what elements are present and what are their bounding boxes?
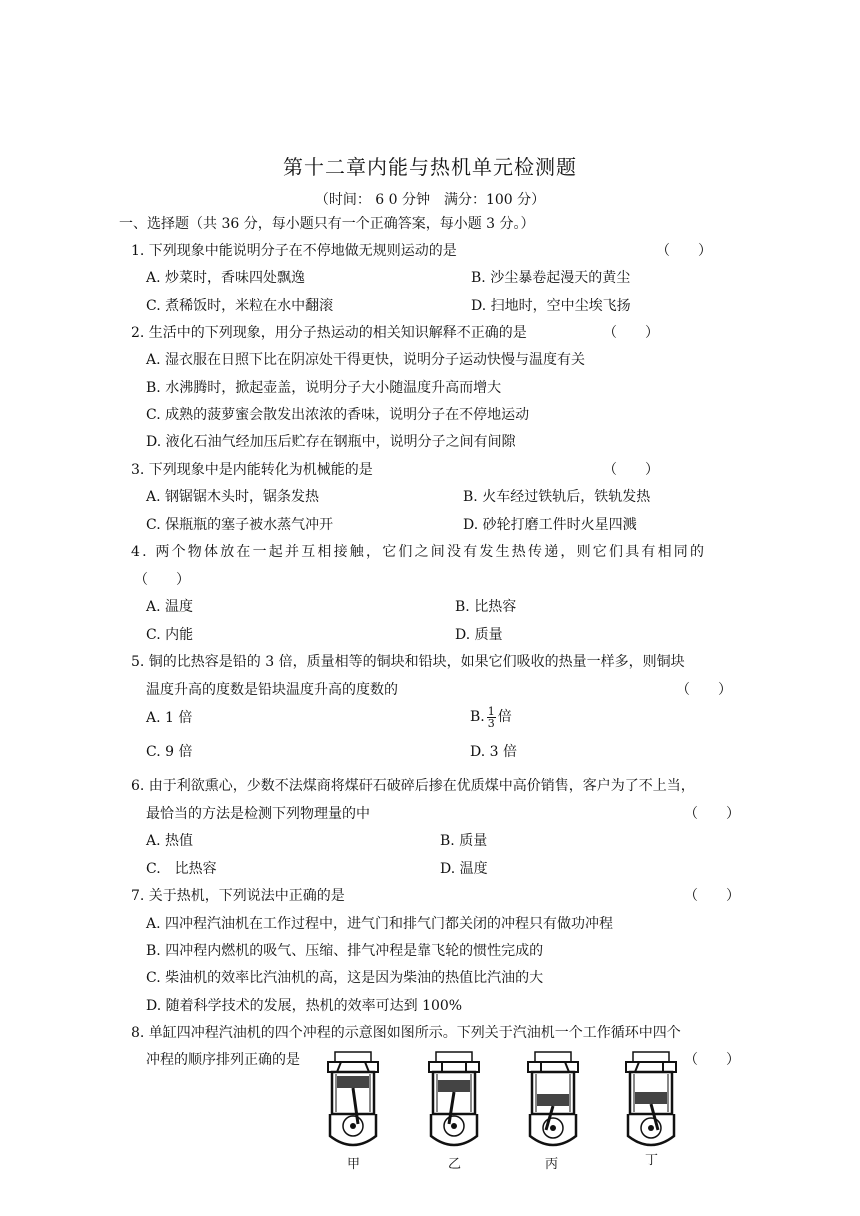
q5-option-a: A. 1 倍 — [146, 710, 193, 726]
answer-bracket: （ ） — [684, 806, 740, 822]
q5-option-d: D. 3 倍 — [470, 744, 517, 760]
question-8-stem: 8. 单缸四冲程汽油机的四个冲程的示意图如图所示。下列关于汽油机一个工作循环中四个 — [131, 1025, 681, 1041]
engine-label-jia: 甲 — [347, 1157, 361, 1172]
answer-bracket: （ ） — [656, 243, 712, 259]
question-7-stem: 7. 关于热机，下列说法中正确的是 — [131, 888, 345, 904]
q6-option-d: D. 温度 — [440, 861, 488, 877]
q1-option-b: B. 沙尘暴卷起漫天的黄尘 — [471, 270, 631, 286]
page-title: 第十二章内能与热机单元检测题 — [283, 155, 577, 179]
q5-option-b — [470, 704, 512, 730]
q3-option-b: B. 火车经过铁轨后，铁轨发热 — [463, 489, 651, 505]
engine-diagram-ding — [620, 1050, 682, 1155]
q4-option-b: B. 比热容 — [455, 599, 517, 615]
question-6-stem-cont: 最恰当的方法是检测下列物理量的中 — [146, 806, 370, 822]
answer-bracket: （ ） — [676, 682, 732, 698]
q6-option-a: A. 热值 — [146, 833, 194, 849]
q4-option-a: A. 温度 — [146, 599, 194, 615]
q1-option-d: D. 扫地时，空中尘埃飞扬 — [471, 298, 631, 314]
q3-option-d: D. 砂轮打磨工件时火星四溅 — [463, 517, 637, 533]
section-heading: 一、选择题（共 36 分，每小题只有一个正确答案，每小题 3 分。） — [119, 216, 535, 232]
q4-option-c: C. 内能 — [146, 627, 194, 643]
question-5-stem: 5. 铜的比热容是铅的 3 倍，质量相等的铜块和铅块，如果它们吸收的热量一样多，则铜块 — [131, 654, 685, 670]
q2-option-b: B. 水沸腾时，掀起壶盖，说明分子大小随温度升高而增大 — [146, 380, 502, 396]
engine-label-yi: 乙 — [448, 1157, 462, 1172]
exam-info: （时间： 6 0 分钟 满分：100 分） — [314, 192, 546, 208]
q2-option-c: C. 成熟的菠萝蜜会散发出浓浓的香味，说明分子在不停地运动 — [146, 407, 530, 423]
q6-option-b: B. 质量 — [440, 833, 488, 849]
engine-label-ding: 丁 — [645, 1153, 659, 1168]
q5-option-b-unit: 倍 — [497, 709, 512, 725]
question-6-stem: 6. 由于利欲熏心，少数不法煤商将煤矸石破碎后掺在优质煤中高价销售，客户为了不上当， — [131, 778, 695, 794]
answer-bracket: （ ） — [134, 572, 190, 588]
q7-option-c: C. 柴油机的效率比汽油机的高，这是因为柴油的热值比汽油的大 — [146, 970, 544, 986]
answer-bracket: （ ） — [603, 325, 659, 341]
answer-bracket: （ ） — [603, 462, 659, 478]
fraction — [487, 706, 496, 729]
question-1-stem: 1. 下列现象中能说明分子在不停地做无规则运动的是 — [131, 243, 457, 259]
question-3-stem: 3. 下列现象中是内能转化为机械能的是 — [131, 462, 373, 478]
q5-option-b-letter: B. — [470, 709, 485, 725]
q7-option-a: A. 四冲程汽油机在工作过程中，进气门和排气门都关闭的冲程只有做功冲程 — [146, 916, 614, 932]
q2-option-a: A. 湿衣服在日照下比在阴凉处干得更快，说明分子运动快慢与温度有关 — [146, 352, 586, 368]
fraction-numerator: 1 — [487, 704, 495, 718]
engine-label-bing: 丙 — [545, 1157, 559, 1172]
q1-option-c: C. 煮稀饭时，米粒在水中翻滚 — [146, 298, 334, 314]
fraction-denominator: 3 — [487, 716, 495, 730]
q4-option-d: D. 质量 — [455, 627, 503, 643]
engine-diagram-yi — [423, 1050, 485, 1155]
q6-option-c: C. 比热容 — [146, 861, 217, 877]
answer-bracket: （ ） — [684, 1052, 740, 1068]
q7-option-d: D. 随着科学技术的发展，热机的效率可达到 100% — [146, 998, 463, 1014]
q3-option-c: C. 保瓶瓶的塞子被水蒸气冲开 — [146, 517, 334, 533]
question-8-stem-cont: 冲程的顺序排列正确的是 — [146, 1052, 300, 1068]
q7-option-b: B. 四冲程内燃机的吸气、压缩、排气冲程是靠飞轮的惯性完成的 — [146, 943, 544, 959]
q1-option-a: A. 炒菜时，香味四处飘逸 — [146, 270, 306, 286]
question-5-stem-cont: 温度升高的度数是铅块温度升高的度数的 — [146, 682, 398, 698]
question-2-stem: 2. 生活中的下列现象，用分子热运动的相关知识解释不正确的是 — [131, 325, 527, 341]
engine-diagram-jia — [322, 1050, 384, 1155]
engine-diagram-bing — [522, 1050, 584, 1155]
question-4-stem: 4. 两个物体放在一起并互相接触，它们之间没有发生热传递，则它们具有相同的 — [131, 544, 707, 560]
q2-option-d: D. 液化石油气经加压后贮存在钢瓶中，说明分子之间有间隙 — [146, 434, 516, 450]
answer-bracket: （ ） — [684, 888, 740, 904]
q5-option-c: C. 9 倍 — [146, 744, 193, 760]
q3-option-a: A. 钢锯锯木头时，锯条发热 — [146, 489, 320, 505]
